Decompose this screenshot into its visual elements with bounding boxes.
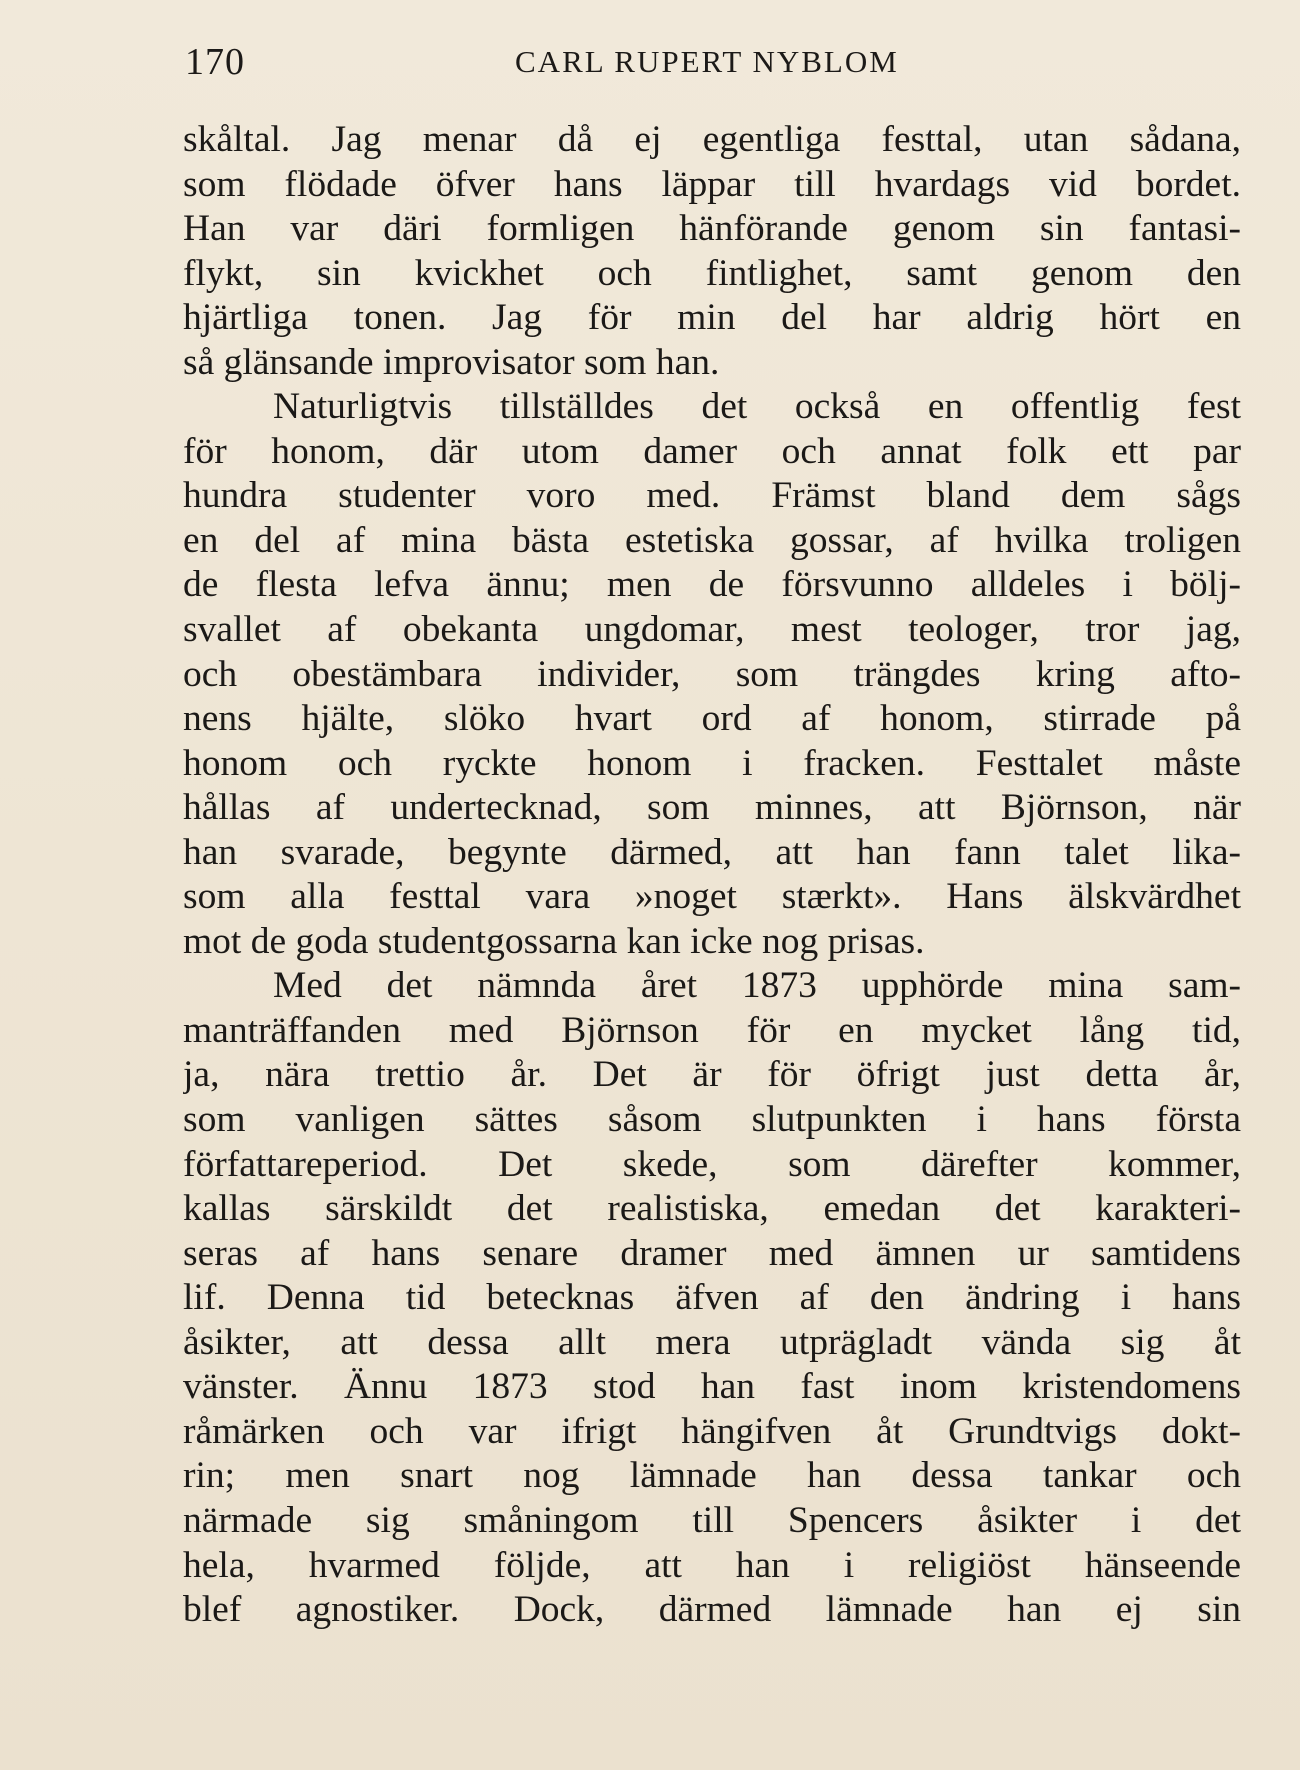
text-line: så glänsande improvisator som han. (183, 341, 720, 383)
text-line: seras af hans senare dramer med ämnen ur samtidens (183, 1232, 1241, 1274)
text-line: skåltal. Jag menar då ej egentliga festtal, utan sådana, (183, 119, 1241, 160)
text-line: honom och ryckte honom i fracken. Festtalet måste (183, 742, 1241, 784)
text-line: råmärken och var ifrigt hängifven åt Grundtvigs dokt- (183, 1410, 1241, 1452)
text-line: åsikter, att dessa allt mera utprägladt vända sig åt (183, 1321, 1241, 1363)
text-line: en del af mina bästa estetiska gossar, af hvilka troligen (183, 519, 1241, 561)
text-line: hela, hvarmed följde, att han i religiöst hänseende (183, 1544, 1241, 1586)
text-line: Naturligtvis tillställdes det också en offentlig fest (273, 386, 1241, 428)
text-line: nens hjälte, slöko hvart ord af honom, stirrade på (183, 698, 1241, 740)
text-line: de flesta lefva ännu; men de försvunno alldeles i bölj- (183, 564, 1241, 606)
text-line: för honom, där utom damer och annat folk ett par (183, 430, 1241, 472)
text-line: rin; men snart nog lämnade han dessa tankar och (183, 1455, 1241, 1497)
text-line: ja, nära trettio år. Det är för öfrigt just detta år, (183, 1054, 1241, 1096)
text-line: som alla festtal vara »noget stærkt». Hans älskvärdhet (183, 876, 1241, 918)
text-line: svallet af obekanta ungdomar, mest teologer, tror jag, (183, 609, 1241, 651)
text-line: manträffanden med Björnson för en mycket lång tid, (183, 1009, 1241, 1051)
running-head: CARL RUPERT NYBLOM (515, 44, 899, 79)
text-line: Med det nämnda året 1873 upphörde mina sam- (273, 965, 1241, 1007)
text-line: lif. Denna tid betecknas äfven af den ändring i hans (183, 1277, 1241, 1319)
text-line: hållas af undertecknad, som minnes, att Björnson, när (183, 787, 1241, 829)
page-header (185, 40, 1245, 90)
text-line: han svarade, begynte därmed, att han fann talet lika- (183, 831, 1241, 873)
text-line: författareperiod. Det skede, som därefter kommer, (183, 1143, 1241, 1185)
text-line: vänster. Ännu 1873 stod han fast inom kristendomens (183, 1366, 1241, 1408)
text-line: och obestämbara individer, som trängdes kring afto- (183, 653, 1241, 695)
text-line: hundra studenter voro med. Främst bland dem sågs (183, 475, 1241, 517)
text-line: närmade sig småningom till Spencers åsikter i det (183, 1499, 1241, 1541)
text-line: flykt, sin kvickhet och fintlighet, samt genom den (183, 252, 1241, 294)
text-line: som vanligen sättes såsom slutpunkten i hans första (183, 1099, 1241, 1141)
text-line: som flödade öfver hans läppar till hvardags vid bordet. (183, 163, 1241, 205)
page-number: 170 (185, 41, 245, 83)
text-line: mot de goda studentgossarna kan icke nog prisas. (183, 920, 925, 962)
text-line: blef agnostiker. Dock, därmed lämnade han ej sin (183, 1589, 1241, 1631)
text-line: hjärtliga tonen. Jag för min del har aldrig hört en (183, 297, 1241, 339)
text-line: kallas särskildt det realistiska, emedan det karakteri- (183, 1188, 1241, 1230)
body-text (183, 118, 1241, 1633)
text-line: Han var däri formligen hänförande genom sin fantasi- (183, 208, 1241, 250)
